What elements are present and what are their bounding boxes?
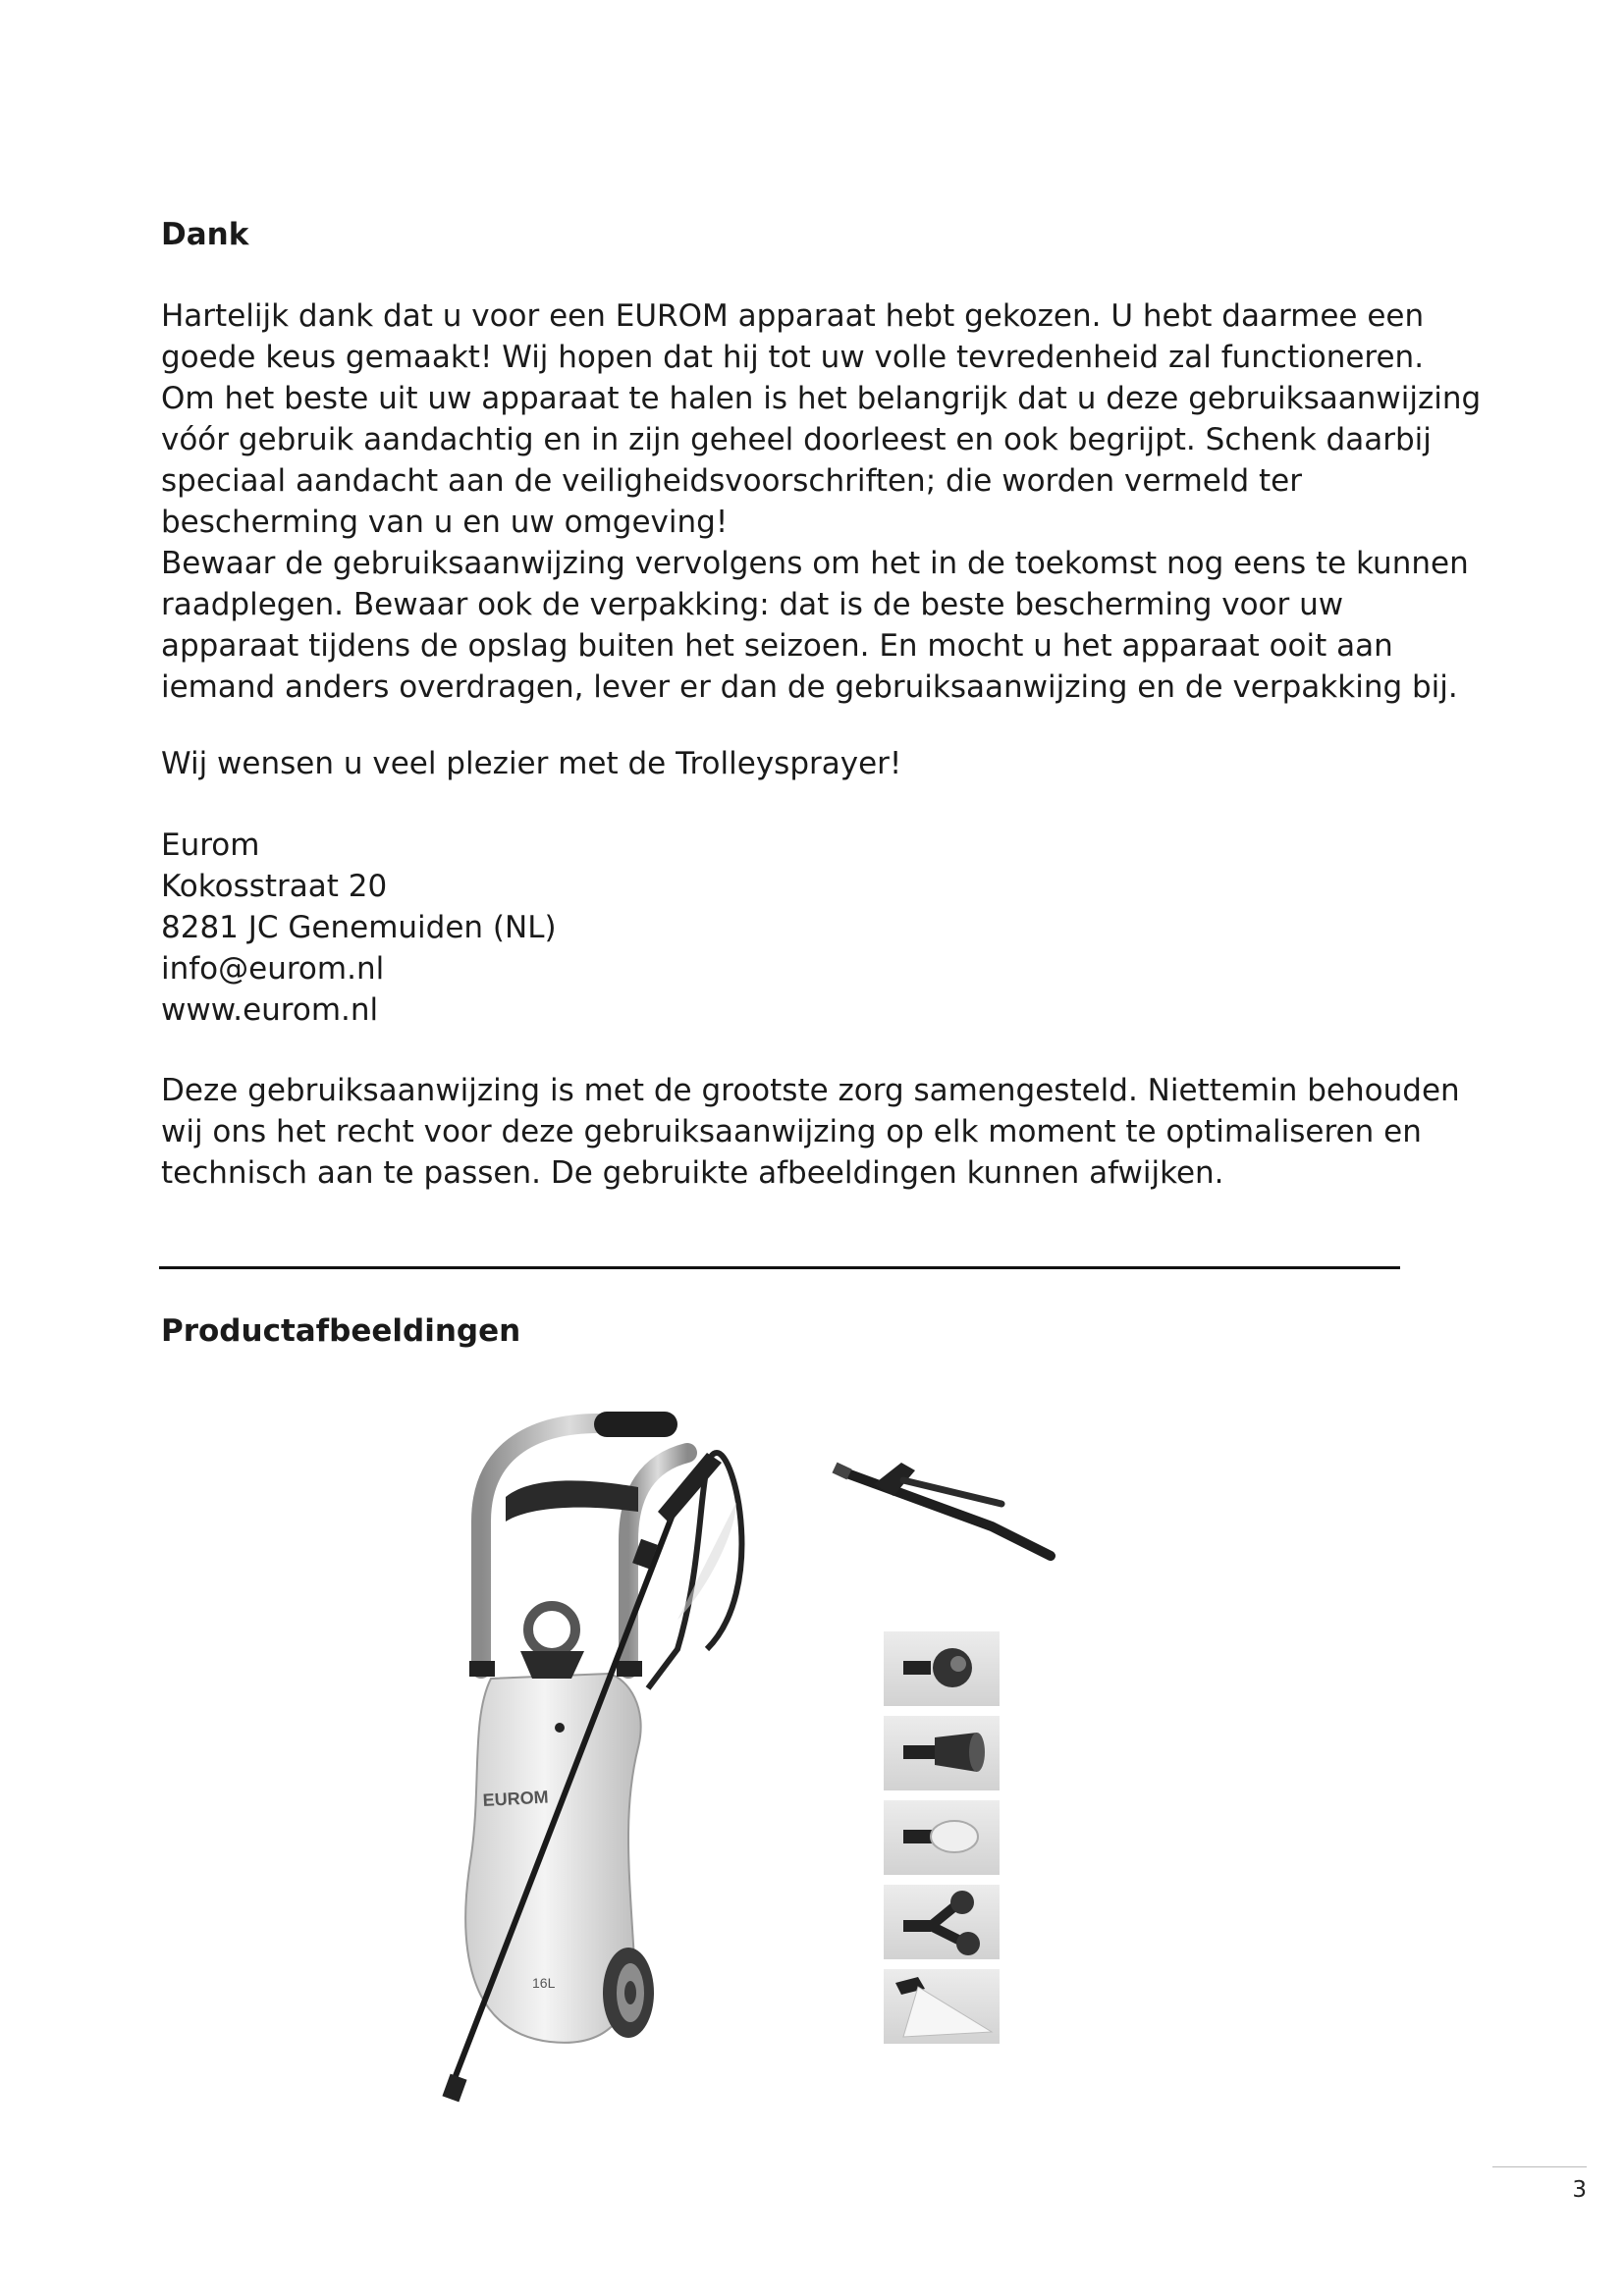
company-name: Eurom [161,828,260,863]
spray-gun [835,1463,1051,1556]
nozzle-tile [884,1716,1000,1790]
trolley-sprayer [442,1412,741,2102]
address-block [161,825,1526,1031]
footer-rule [1492,2166,1587,2167]
intro-line: goede keus gemaakt! Wij hopen dat hij tot uw volle tevredenheid zal functioneren. [161,340,1425,375]
nozzle-options [884,1631,1000,2044]
street-address: Kokosstraat 20 [161,869,388,904]
intro-line: apparaat tijdens de opslag buiten het seizoen. En mocht u het apparaat ooit aan [161,628,1393,664]
section-divider [159,1266,1400,1269]
intro-paragraph [161,295,1526,708]
page-number: 3 [1572,2177,1587,2203]
website-address: www.eurom.nl [161,992,379,1028]
disclaimer-paragraph [161,1070,1526,1194]
wish-line: Wij wensen u veel plezier met de Trolleysprayer! [161,746,902,781]
product-illustration [412,1394,1159,2140]
product-images-heading: Productafbeeldingen [161,1313,521,1349]
nozzle-tile [884,1885,1000,1959]
nozzle-tile [884,1969,1000,2044]
intro-line: Hartelijk dank dat u voor een EUROM apparaat hebt gekozen. U hebt daarmee een [161,298,1425,334]
disclaimer-line: Deze gebruiksaanwijzing is met de grootste zorg samengesteld. Niettemin behouden [161,1073,1460,1108]
thanks-heading: Dank [161,217,249,252]
intro-line: Bewaar de gebruiksaanwijzing vervolgens om het in de toekomst nog eens te kunnen [161,546,1469,581]
postal-city: 8281 JC Genemuiden (NL) [161,910,557,945]
nozzle-tile [884,1800,1000,1875]
capacity-label: 16L [532,1975,556,1991]
intro-line: speciaal aandacht aan de veiligheidsvoorschriften; die worden vermeld ter [161,463,1302,499]
intro-line: Om het beste uit uw apparaat te halen is het belangrijk dat u deze gebruiksaanwijzing [161,381,1482,416]
disclaimer-line: wij ons het recht voor deze gebruiksaanwijzing op elk moment te optimaliseren en [161,1114,1422,1149]
nozzle-tile [884,1631,1000,1706]
disclaimer-line: technisch aan te passen. De gebruikte afbeeldingen kunnen afwijken. [161,1155,1224,1191]
intro-line: bescherming van u en uw omgeving! [161,505,729,540]
intro-line: vóór gebruik aandachtig en in zijn geheel doorleest en ook begrijpt. Schenk daarbij [161,422,1432,457]
intro-line: iemand anders overdragen, lever er dan de gebruiksaanwijzing en de verpakking bij. [161,669,1458,705]
intro-line: raadplegen. Bewaar ook de verpakking: dat is de beste bescherming voor uw [161,587,1344,622]
email-address: info@eurom.nl [161,951,385,987]
brand-label: EUROM [482,1787,550,1810]
